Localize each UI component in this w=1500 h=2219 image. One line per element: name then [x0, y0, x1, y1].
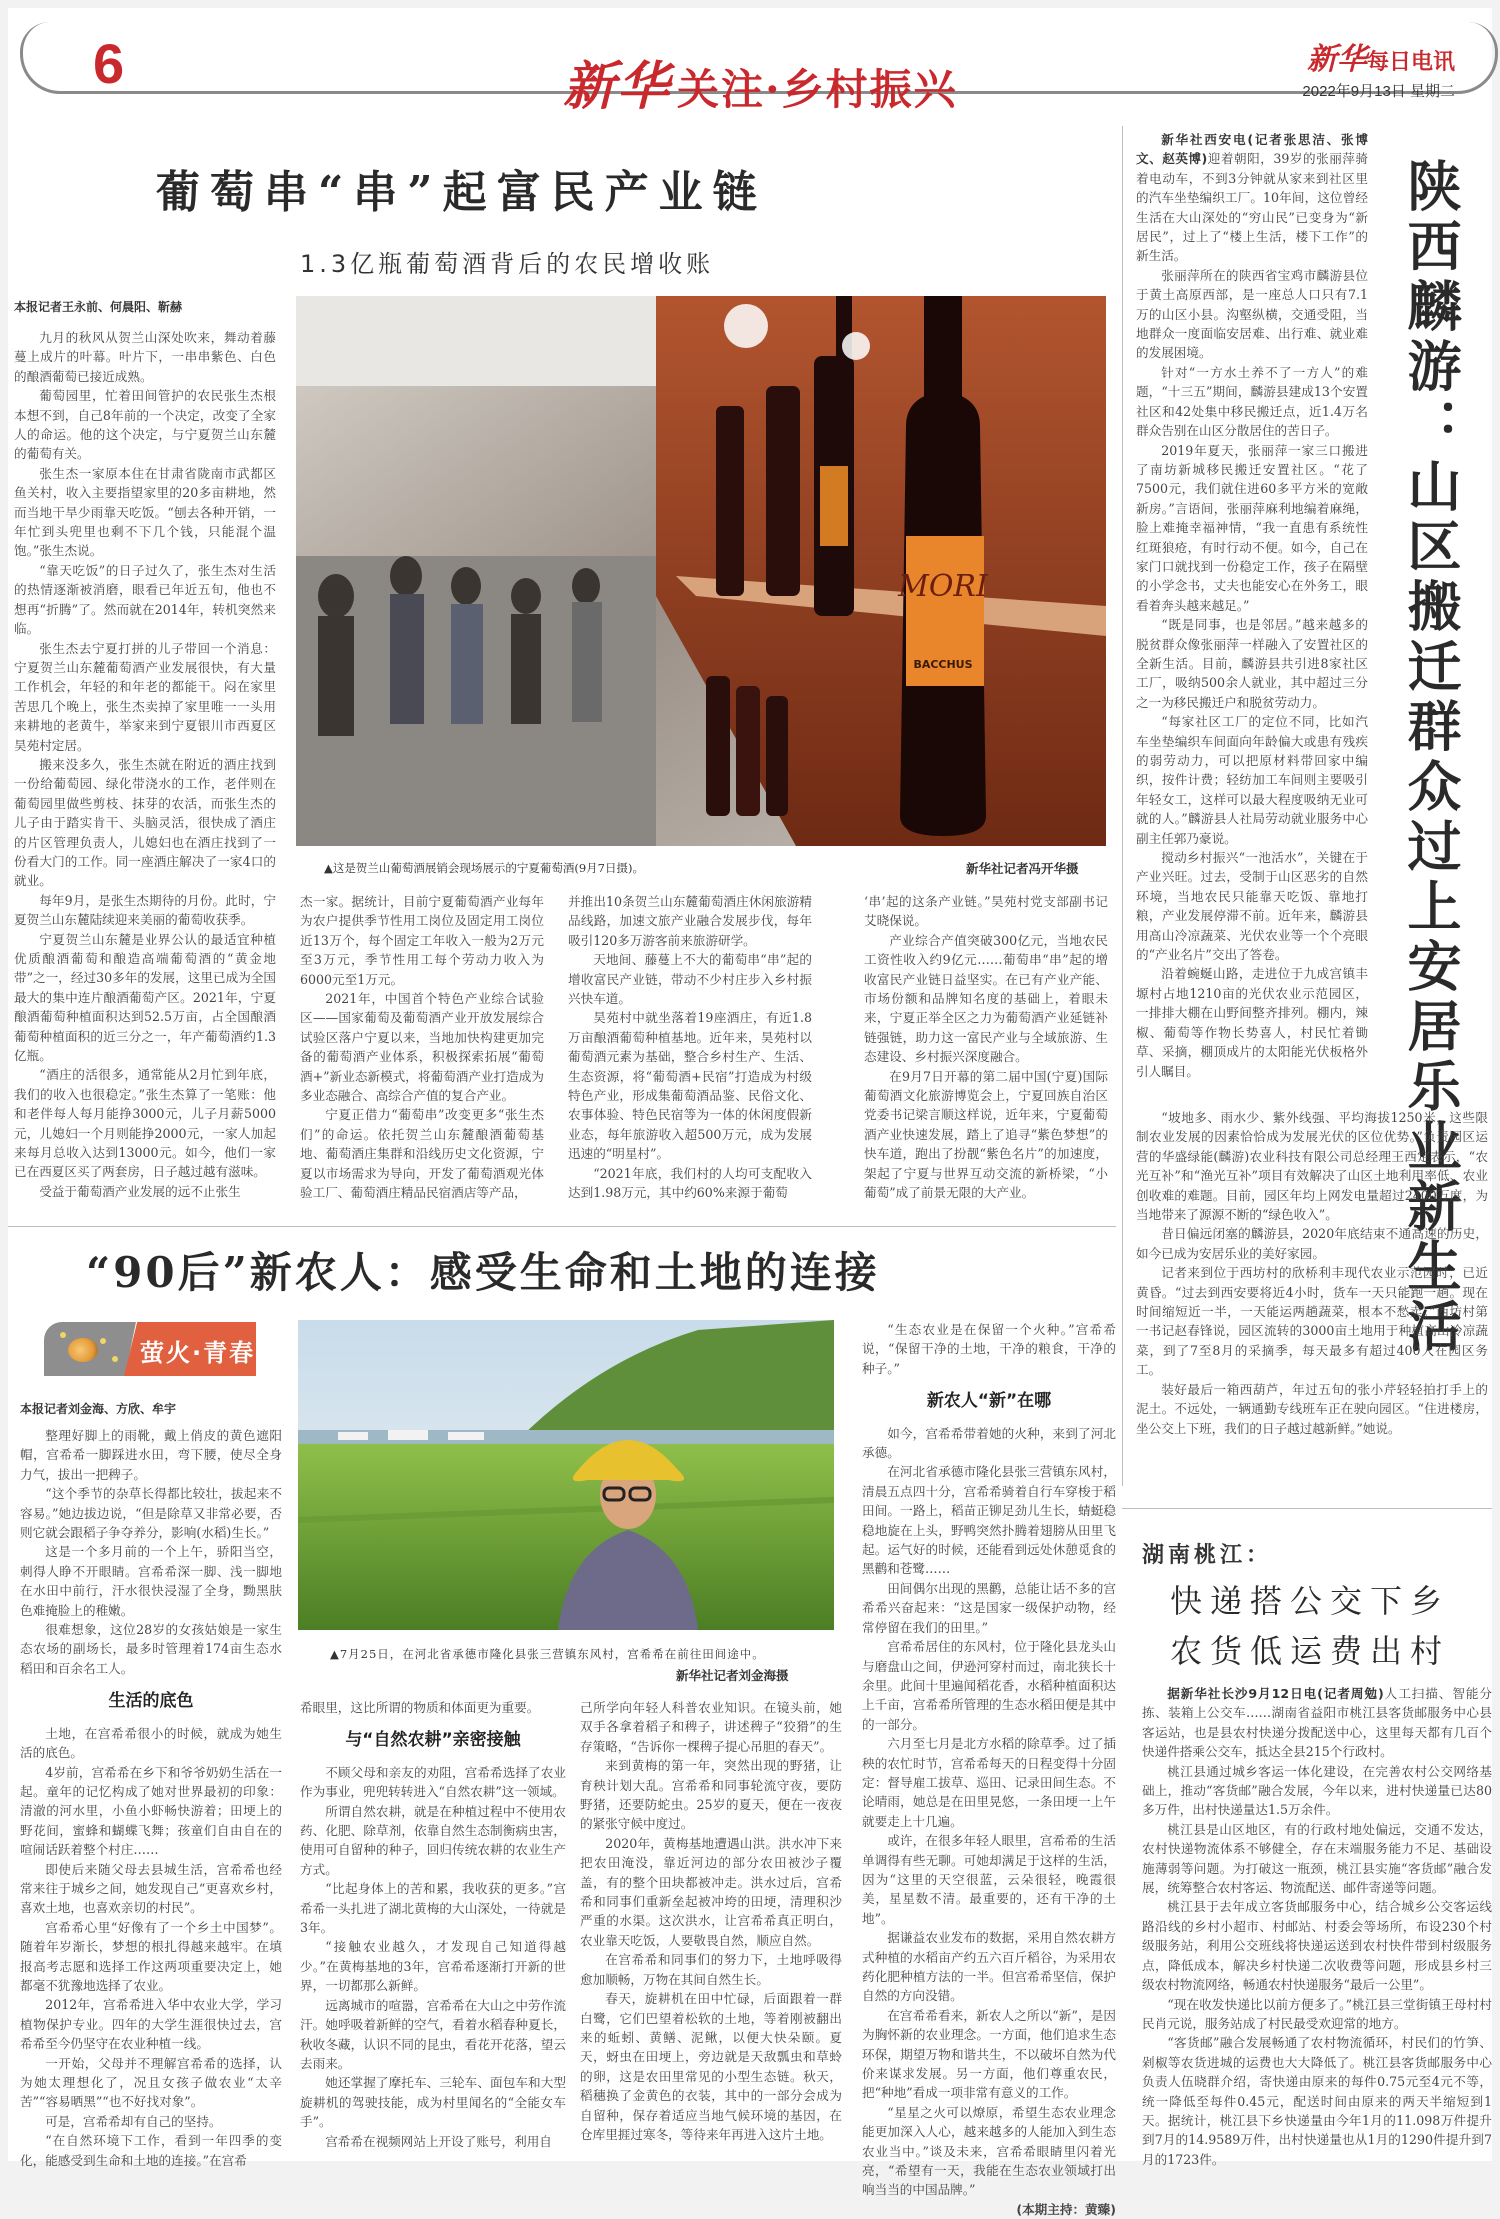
paragraph: 如今，宫希希带着她的火种，来到了河北承德。 — [862, 1425, 1116, 1461]
firefly-icon — [68, 1338, 98, 1362]
paragraph: 昊苑村中就坐落着19座酒庄，有近1.8万亩酿酒葡萄种植基地。近年来，昊苑村以葡萄酒元素为基础，整合乡村生产、生活、生态资源，将“葡萄酒+民宿”打造成为村级特色产业，形成集葡萄酒品鉴、民俗文化、农事体验、特色民宿等为一体的休闲度假新业态，每年旅游收入超500万元，成为发展迅速的“明星村”。 — [568, 1010, 812, 1162]
taojiang-kicker: 湖南桃江： — [1142, 1543, 1273, 1568]
paragraph: 九月的秋风从贺兰山深处吹来，舞动着藤蔓上成片的叶幕。叶片下，一串串紫色、白色的酿酒葡萄已接近成熟。 — [14, 330, 276, 384]
paragraph: 宁夏贺兰山东麓是业界公认的最适宜种植优质酿酒葡萄和酿造高端葡萄酒的“黄金地带”之一，经过30多年的发展，这里已成为全国最大的集中连片酿酒葡萄产区。2021年，宁夏酿酒葡萄种植面积达到52.5万亩，占全国酿酒葡萄种植面积的近三分之一，年产葡萄酒约1.3亿瓶。 — [14, 931, 276, 1064]
paragraph: 宫希希居住的东风村，位于隆化县龙头山与磨盘山之间，伊逊河穿村而过，南北狭长十余里。此间十里遍闻稻花香，水稻种植面积达上千亩，宫希希所管理的生态水稻田便是其中的一部分。 — [862, 1639, 1116, 1732]
paragraph: 整理好脚上的雨靴，戴上俏皮的黄色遮阳帽，宫希希一脚踩进水田，弯下腰，使尽全身力气，拔出一把稗子。 — [20, 1428, 282, 1482]
paragraph: “生态农业是在保留一个火种。”宫希希说，“保留干净的土地，干净的粮食，干净的种子。” — [862, 1322, 1116, 1376]
taojiang-title-line1: 快递搭公交下乡 — [1170, 1582, 1451, 1620]
paper-brand-logo: 新华 — [1306, 42, 1367, 77]
paragraph: “在自然环境下工作，看到一年四季的变化，能感受到生命和土地的连接。”在宫希 — [20, 2133, 282, 2168]
bottle-label-text: MORI — [898, 569, 988, 604]
paragraph: 在宫希希和同事们的努力下，土地呼吸得愈加顺畅，万物在其间自然生长。 — [580, 1952, 842, 1987]
wine-photo — [296, 296, 1106, 846]
grape-column-1 — [14, 328, 276, 1201]
paragraph: 受益于葡萄酒产业发展的远不止张生 — [39, 1183, 241, 1199]
paragraph: “这个季节的杂草长得都比较壮，拔起来不容易。”她边拔边说，“但是除草又非常必要，否则它就会跟稻子争夺养分，影响(水稻)生长。” — [20, 1486, 282, 1541]
paragraph: 可是，宫希希却有自己的坚持。 — [45, 2113, 222, 2129]
paragraph: 2019年夏天，张丽萍一家三口搬进了南坊新城移民搬迁安置社区。“花了7500元，我们就住进60多平方米的宽敞新房。”言语间，张丽萍麻利地编着麻绳，脸上难掩幸福神情，“我一直患有系统性红斑狼疮，有时行动不便。如今，自己在家门口就找到一份稳定工作，孩子在隔壁的小学念书，丈夫也能安心在外务工，眼看着奔头越来越足。” — [1136, 442, 1368, 613]
paragraph: 张生杰一家原本住在甘肃省陇南市武都区鱼关村，收入主要指望家里的20多亩耕地，然而当地干旱少雨靠天吃饭。“刨去各种开销，一年忙到头兜里也剩不下几个钱，只能混个温饱。”张生杰说。 — [14, 465, 276, 559]
section-divider — [8, 1226, 1116, 1227]
page-number: 6 — [93, 32, 125, 95]
paragraph: 桃江县于去年成立客货邮服务中心，结合城乡公交客运线路沿线的乡村小超市、村邮站、村委会等场所，布设230个村级服务站，利用公交班线将快递运送到农村快件带到村级服务点，降低成本，解决乡村快递二次收费等问题，形成县乡村三级农村物流网络，畅通农村快递服务“最后一公里”。 — [1142, 1899, 1492, 1993]
paragraph: 搅动乡村振兴“一池活水”，关键在于产业兴旺。过去，受制于山区恶劣的自然环境，当地农民只能靠天吃饭、靠地打粮，产业发展停滞不前。近年来，麟游县用高山冷凉蔬菜、光伏农业等一个个亮眼的“产业名片”交出了答卷。 — [1136, 850, 1368, 963]
taojiang-column — [1142, 1684, 1492, 2169]
section-name: 关注·乡村振兴 — [677, 65, 958, 114]
paragraph: ‘串’起的这条产业链。”昊苑村党支部副书记艾晓保说。 — [864, 894, 1108, 929]
column-badge — [44, 1322, 256, 1376]
section-title — [563, 44, 958, 119]
farmer-column-1 — [20, 1426, 282, 2170]
paragraph: “接触农业越久，才发现自己知道得越少。”在黄梅基地的3年，宫希希逐渐打开新的世界，一切都那么新鲜。 — [300, 1939, 566, 1994]
article-title-farmer: “90后”新农人：感受生命和土地的连接 — [86, 1248, 880, 1297]
paragraph: 所谓自然农耕，就是在种植过程中不使用农药、化肥、除草剂，依靠自然生态制衡病虫害，使用可自留种的种子，回归传统农耕的农业生产方式。 — [300, 1803, 566, 1877]
paragraph: 迎着朝阳，39岁的张丽萍骑着电动车，不到3分钟就从家来到社区里的汽车坐垫编织工厂。10年间，这位曾经生活在大山深处的“穷山民”已变身为“新居民”，过上了“楼上生活，楼下工作”的新生活。 — [1136, 151, 1368, 264]
paragraph: 天地间、藤蔓上不大的葡萄串“串”起的增收富民产业链，带动不少村庄步入乡村振兴快车道。 — [568, 952, 812, 1007]
subhead-life-background: 生活的底色 — [108, 1691, 194, 1712]
masthead — [20, 22, 1498, 117]
paragraph: 人工扫描、智能分拣、装箱上公交车……湖南省益阳市桃江县客货邮服务中心县客运站，也是县农村快递分拨配送中心，这里每天都有几百个快递件搭乘公交车，抵达全县215个行政村。 — [1142, 1686, 1492, 1760]
subhead-natural-farming: 与“自然农耕”亲密接触 — [345, 1730, 521, 1751]
paragraph: “现在收发快递比以前方便多了。”桃江县三堂街镇王母村村民肖元说，服务站成了村民最受欢迎常的地方。 — [1142, 1996, 1492, 2031]
paragraph: 春天，旋耕机在田中忙碌，后面跟着一群白鹭，它们巴望着松软的土地，等着刚被翻出来的蚯蚓、黄鳝、泥鳅，以便大快朵颐。夏天，蚜虫在田埂上，旁边就是天敌瓢虫和草蛉的卵，这是农田里常见的小型生态链。秋天，稻穗换了金黄色的衣装，其中的一部分会成为自留种，保存着适应当地气候环境的基因，在仓库里捱过寒冬，等待来年再进入这片土地。 — [580, 1991, 842, 2142]
paragraph: 针对“一方水土养不了一方人”的难题，“十三五”期间，麟游县建成13个安置社区和42处集中移民搬迁点，近1.4万名群众告别在山区分散居住的苦日子。 — [1136, 364, 1368, 439]
paragraph: 希眼里，这比所谓的物质和体面更为重要。 — [300, 1700, 540, 1715]
taojiang-title-line2: 农货低运费出村 — [1170, 1632, 1451, 1670]
paragraph: “比起身体上的苦和累，我收获的更多。”宫希希一头扎进了湖北黄梅的大山深处，一待就是3年。 — [300, 1881, 566, 1936]
paragraph: 4岁前，宫希希在乡下和爷爷奶奶生活在一起。童年的记忆构成了她对世界最初的印象：清澈的河水里，小鱼小虾畅快游着；田埂上的野花间，蜜蜂和蝴蝶飞舞；孩童们自由自在的喧闹话跃着整个村庄…… — [20, 1764, 282, 1858]
paragraph: “2021年底，我们村的人均可支配收入达到1.98万元，其中约60%来源于葡萄 — [568, 1165, 812, 1201]
farmer-column-3 — [580, 1698, 842, 2144]
article-title-grape: 葡萄串“串”起富民产业链 — [156, 167, 767, 218]
paragraph: 不顾父母和亲友的劝阻，宫希希选择了农业作为事业，兜兜转转进入“自然农耕”这一领域。 — [300, 1764, 566, 1800]
byline-grape: 本报记者王永前、何晨阳、靳赫 — [14, 300, 183, 314]
paragraph: 2020年，黄梅基地遭遇山洪。洪水冲下来把农田淹没，靠近河边的部分农田被沙子覆盖，有的整个田块都被冲走。洪水过后，宫希希和同事们重新垒起被冲垮的田埂，清理积沙严重的水渠。这次洪水，让宫希希真正明白，农业靠天吃饭，人要敬畏自然，顺应自然。 — [580, 1835, 842, 1948]
dateline: 据新华社长沙9月12日电(记者周勉) — [1167, 1686, 1384, 1701]
paragraph: 宫希希心里“好像有了一个乡土中国梦”。随着年岁渐长，梦想的根扎得越来越牢。在填报高考志愿和选择工作这两项重要决定上，她都毫不犹豫地选择了农业。 — [20, 1919, 282, 1993]
paragraph: 远离城市的喧嚣，宫希希在大山之中劳作流汗。她呼吸着新鲜的空气，看着水稻春种夏长，秋收冬藏，认识不同的昆虫，看花开花落，望云去雨来。 — [300, 1997, 566, 2071]
paragraph: 她还掌握了摩托车、三轮车、面包车和大型旋耕机的驾驶技能，成为村里闻名的“全能女车手”。 — [300, 2075, 566, 2130]
paragraph: 宁夏正借力“葡萄串”改变更多“张生杰们”的命运。依托贺兰山东麓酿酒葡萄基地、葡萄酒庄集群和沿线历史文化资源，宁夏以市场需求为导向，开发了葡萄酒观光体验工厂、葡萄酒庄精品民宿酒店等产品， — [300, 1107, 544, 1201]
paragraph: 2012年，宫希希进入华中农业大学，学习植物保护专业。四年的大学生涯很快过去，宫希希至今仍坚守在农业种植一线。 — [20, 1997, 282, 2052]
paper-name: 每日电讯 — [1366, 49, 1455, 75]
farmer-photo-image — [298, 1320, 834, 1630]
wine-photo-image — [296, 296, 1106, 846]
paragraph: 杰一家。据统计，目前宁夏葡萄酒产业每年为农户提供季节性用工岗位及固定用工岗位近13万个，每个固定工年收入一般为2万元至3万元，季节性用工每个劳动力收入为6000元至1万元。 — [300, 894, 544, 987]
paragraph: 在9月7日开幕的第二届中国(宁夏)国际葡萄酒文化旅游博览会上，宁夏回族自治区党委书记梁言顺这样说，近年来，宁夏葡萄酒产业快速发展，踏上了追寻“紫色梦想”的快车道，跑出了扮靓“紫色名片”的加速度，架起了宁夏与世界互动交流的新桥梁，“小葡萄”成了前景无限的大产业。 — [864, 1068, 1108, 1201]
farmer-photo — [298, 1320, 834, 1630]
paragraph: 装好最后一箱西葫芦，年过五旬的张小芹轻轻拍打手上的泥土。不远处，一辆通勤专线班车正在驶向园区。“住进楼房，坐公交上下班，我们的日子越过越新鲜。”她说。 — [1136, 1381, 1488, 1436]
newspaper-page — [8, 8, 1492, 2217]
paragraph: 葡萄园里，忙着田间管护的农民张生杰根本想不到，自己8年前的一个决定，改变了全家人的命运。他的这个决定，与宁夏贺兰山东麓的葡萄有关。 — [14, 388, 276, 462]
paragraph: 桃江县是山区地区，有的行政村地处偏远，交通不发达，农村快递物流体系不够健全，存在末端服务能力不足、基础设施薄弱等问题。为打破这一瓶颈，桃江县实施“客货邮”融合发展，统筹整合农村客运、物流配送、邮件寄递等问题。 — [1142, 1821, 1492, 1896]
paragraph: 很难想象，这位28岁的女孩姑娘是一家生态农场的副场长，最多时管理着174亩生态水稻田和百余名工人。 — [20, 1622, 282, 1676]
linyou-column-wide — [1136, 1108, 1488, 1438]
paragraph: 一开始，父母并不理解宫希希的选择，认为她太理想化了，况且女孩子做农业“太辛苦”“容易晒黑”“也不好找对象”。 — [20, 2055, 282, 2110]
paragraph: 即使后来随父母去县城生活，宫希希也经常来往于城乡之间，她发现自己“更喜欢乡村，喜欢土地，也喜欢亲切的村民”。 — [20, 1861, 282, 1916]
paragraph: 每年9月，是张生杰期待的月份。此时，宁夏贺兰山东麓陆续迎来美丽的葡萄收获季。 — [14, 892, 276, 928]
paragraph: 来到黄梅的第一年，突然出现的野猪，让育秧计划大乱。宫希希和同事轮流守夜，要防野猪，还要防蛇虫。25岁的夏天，便在一夜夜的紧张守候中度过。 — [580, 1758, 842, 1832]
paragraph: 沿着蜿蜒山路，走进位于九成宫镇丰塬村占地1210亩的光伏农业示范园区，一排排大棚在山野间整齐排列。棚内，辣椒、葡萄等作物长势喜人，村民忙着锄草、采摘，棚顶成片的太阳能光伏板格外引人瞩目。 — [1136, 966, 1368, 1079]
paragraph: 记者来到位于西坊村的欣桥利丰现代农业示范园时，已近黄昏。“过去到西安要将近4小时，货车一天只能跑一趟。现在时间缩短近一半，一天能运两趟蔬菜，根本不愁卖。”西坊村第一书记赵春锋说，园区流转的3000亩土地用于种植高山冷凉蔬菜，到了7至8月的采摘季，每天最多有超过400人在园区务工。 — [1136, 1265, 1488, 1378]
paragraph: 田间偶尔出现的黑鹳，总能让话不多的宫希希兴奋起来：“这是国家一级保护动物，经常停留在我们的田里。” — [862, 1580, 1116, 1635]
paragraph: 六月至七月是北方水稻的除草季。过了插秧的农忙时节，宫希希每天的日程变得十分固定：督导雇工拔草、巡田、记录田间生态。不论晴雨，她总是在田里晃悠，一条田埂一上午就要走上十几遍。 — [862, 1736, 1116, 1829]
brand-logo: 新华 — [563, 56, 672, 117]
paragraph: “星星之火可以燎原，希望生态农业理念能更加深入人心，越来越多的人能加入到生态农业当中。”谈及未来，宫希希眼睛里闪着光亮，“希望有一天，我能在生态农业领域打出响当当的中国品牌。” — [862, 2104, 1116, 2198]
paragraph: “客货邮”融合发展畅通了农村物流循环，村民们的竹笋、剁椒等农货进城的运费也大大降低了。桃江县客货邮服务中心负责人伍晓群介绍，寄快递由原来的每件0.75元至4元不等，统一降低至每件0.45元，配送时间由原来的两天半缩短到1天。据统计，桃江县下乡快递量由今年1月的11.098万件提升到7月的14.9589万件，出村快递量也从1月的1290件提升到7月的1723件。 — [1142, 2035, 1492, 2167]
firefly-dot — [100, 1338, 106, 1344]
paragraph: 己所学向年轻人科普农业知识。在镜头前，她双手各拿着稻子和稗子，讲述稗子“狡猾”的生存策略，“告诉你一棵稗子提心吊胆的春天”。 — [580, 1700, 842, 1754]
paragraph: “酒庄的活很多，通常能从2月忙到年底，我们的收入也很稳定。”张生杰算了一笔账：他和老伴每人每月能挣3000元，儿子月薪5000元，儿媳妇一个月则能挣2000元，一家人加起来每月总收入达到13000元。如今，他们一家已在西夏区买了两套房，日子越过越有滋味。 — [14, 1067, 276, 1180]
paragraph: “靠天吃饭”的日子过久了，张生杰对生活的热情逐渐被消磨，眼看已年近五旬，他也不想再“折腾”了。然而就在2014年，转机突然来临。 — [14, 562, 276, 637]
farmer-photo-caption: ▲7月25日，在河北省承德市隆化县张三营镇东风村，宫希希在前往田间途中。 — [330, 1647, 765, 1661]
grape-column-4 — [864, 892, 1108, 1203]
paragraph: 张生杰去宁夏打拼的儿子带回一个消息：宁夏贺兰山东麓葡萄酒产业发展很快，有大量工作机会，年轻的和年老的都能干。闷在家里苦思几个晚上，张生杰卖掉了家里唯一一头用来耕地的老黄牛，举家来到宁夏银川市西夏区昊苑村定居。 — [14, 640, 276, 753]
farmer-photo-credit: 新华社记者刘金海摄 — [676, 1668, 789, 1683]
paragraph: 这是一个多月前的一个上午，骄阳当空，刺得人睁不开眼睛。宫希希深一脚、浅一脚地在水田中前行，汗水很快浸湿了全身，黝黑肤色难掩脸上的稚嫩。 — [20, 1544, 282, 1618]
farmer-column-2 — [300, 1698, 566, 2151]
paragraph: 土地，在宫希希很小的时候，就成为她生活的底色。 — [20, 1725, 282, 1761]
paragraph: 宫希希在视频网站上开设了账号，利用自 — [325, 2133, 552, 2149]
linyou-title: 陕西麟游：山区搬迁群众过上安居乐业新生活 — [1399, 158, 1463, 1358]
paragraph: 桃江县通过城乡客运一体化建设，在完善农村公交网络基础上，推动“客货邮”融合发展，今年以来，进村快递量已达80多万件，出村快递量达1.5万余件。 — [1142, 1763, 1492, 1818]
grape-column-3 — [568, 892, 812, 1203]
column-divider — [1122, 126, 1123, 1486]
firefly-dot — [60, 1332, 66, 1338]
paragraph: 昔日偏远闭塞的麟游县，2020年底结束不通高速的历史，如今已成为安居乐业的美好家园。 — [1136, 1226, 1488, 1261]
paragraph: 张丽萍所在的陕西省宝鸡市麟游县位于黄土高原西部，是一座总人口只有7.1万的山区小县。沟壑纵横，交通受阻，当地群众一度面临安居难、出行难、就业难的发展困境。 — [1136, 267, 1368, 361]
wine-photo-caption: ▲这是贺兰山葡萄酒展销会现场展示的宁夏葡萄酒(9月7日摄)。 — [324, 861, 644, 875]
firefly-dot — [112, 1356, 118, 1362]
paragraph: 在河北省承德市隆化县张三营镇东风村，清晨五点四十分，宫希希骑着自行车穿梭于稻田间。一路上，稻苗正铆足劲儿生长，蜻蜓稳稳地旋在上头，野鸭突然扑腾着翅膀从田里飞起。运气好的时候，还能看到远处休憩觅食的黑鹳和苍鹭…… — [862, 1464, 1116, 1577]
paragraph: 在宫希希看来，新农人之所以“新”，是因为胸怀新的农业理念。一方面，他们追求生态环保，期望万物和谐共生，不以破坏自然为代价来谋求发展。另一方面，他们尊重农民，把“种地”看成一项非常有意义的工作。 — [862, 2007, 1116, 2101]
paragraph: 产业综合产值突破300亿元，当地农民工资性收入约9亿元……葡萄串“串”起的增收富民产业链日益坚实。在已有产业产能、市场份额和品牌知名度的基础上，着眼未来，宁夏正举全区之力为葡萄酒产业延链补链强链，助力这一富民产业与全域旅游、生态建设、乡村振兴深度融合。 — [864, 932, 1108, 1065]
subhead-new-farmer: 新农人“新”在哪 — [926, 1391, 1052, 1412]
paper-info — [1302, 34, 1455, 101]
paragraph: 2021年，中国首个特色产业综合试验区——国家葡萄及葡萄酒产业开放发展综合试验区落户宁夏以来，当地加快构建更加完备的葡萄酒产业体系，积极探索拓展“葡萄酒+”新业态新模式，将葡萄酒产业打造成为多业态融合、高综合产值的复合产业。 — [300, 991, 544, 1104]
host-credit: (本期主持：黄臻) — [1016, 2201, 1116, 2217]
paragraph: “既是同事，也是邻居。”越来越多的脱贫群众像张丽萍一样融入了安置社区的全新生活。目前，麟游县共引进8家社区工厂，吸纳500余人就业，其中超过三分之一为移民搬迁户和脱贫劳动力。 — [1136, 617, 1368, 710]
paragraph: “每家社区工厂的定位不同，比如汽车坐垫编织车间面向年龄偏大或患有残疾的弱劳动力，可以把原材料带回家中编织，按件计费；轻纺加工车间则主要吸引年轻女工，这样可以最大程度吸纳无业可就的人。”麟游县人社局劳动就业服务中心副主任郭乃豪说。 — [1136, 714, 1368, 846]
column-badge-label: 萤火·青春 — [140, 1339, 256, 1367]
paragraph: 据谦益农业发布的数据，采用自然农耕方式种植的水稻亩产约五六百斤稻谷，为采用农药化肥种植方法的一半。但宫希希坚信，保护自然的方向没错。 — [862, 1930, 1116, 2004]
dateline: 新华社西安电(记者张思洁、张博文、赵英博) — [1136, 132, 1368, 167]
paragraph: 并推出10条贺兰山东麓葡萄酒庄休闲旅游精品线路，加速文旅产业融合发展步伐，每年吸引120多万游客前来旅游研学。 — [568, 894, 812, 948]
grape-column-2 — [300, 892, 544, 1203]
paragraph: 或许，在很多年轻人眼里，宫希希的生活单调得有些无聊。可她却满足于这样的生活，因为“这里的天空很蓝，云朵很轻，晚霞很美，星星数不清。最重要的，还有干净的土地”。 — [862, 1833, 1116, 1926]
issue-date: 2022年9月13日 星期二 — [1302, 83, 1455, 100]
wine-photo-credit: 新华社记者冯开华摄 — [966, 861, 1079, 876]
byline-farmer: 本报记者刘金海、方欣、牟宇 — [20, 1402, 177, 1416]
paragraph: “坡地多、雨水少、紫外线强、平均海拔1250米，这些限制农业发展的因素恰恰成为发展光伏的区位优势。”负责园区运营的华盛绿能(麟游)农业科技有限公司总经理王西定表示，“农光互补”和“渔光互补”项目有效解决了山区土地利用率低、农业创收难的难题。目前，园区年均上网发电量超过2400万度，为当地带来了源源不断的“绿色收入”。 — [1136, 1110, 1488, 1223]
bottle-brand-text: BACCHUS — [913, 658, 973, 671]
section-divider — [1122, 1508, 1492, 1509]
farmer-column-4 — [862, 1320, 1116, 2219]
paragraph: 搬来没多久，张生杰就在附近的酒庄找到一份给葡萄园、绿化带浇水的工作，老伴则在葡萄园里做些剪枝、抹芽的农活，而张生杰的儿子由于踏实肯干、头脑灵活，很快成了酒庄的片区管理负责人，儿媳妇也在酒庄找到了一份看大门的工作。同一座酒庄解决了一家4口的就业。 — [14, 756, 276, 889]
article-subtitle-grape: 1.3亿瓶葡萄酒背后的农民增收账 — [300, 250, 715, 278]
linyou-column — [1136, 130, 1368, 1081]
